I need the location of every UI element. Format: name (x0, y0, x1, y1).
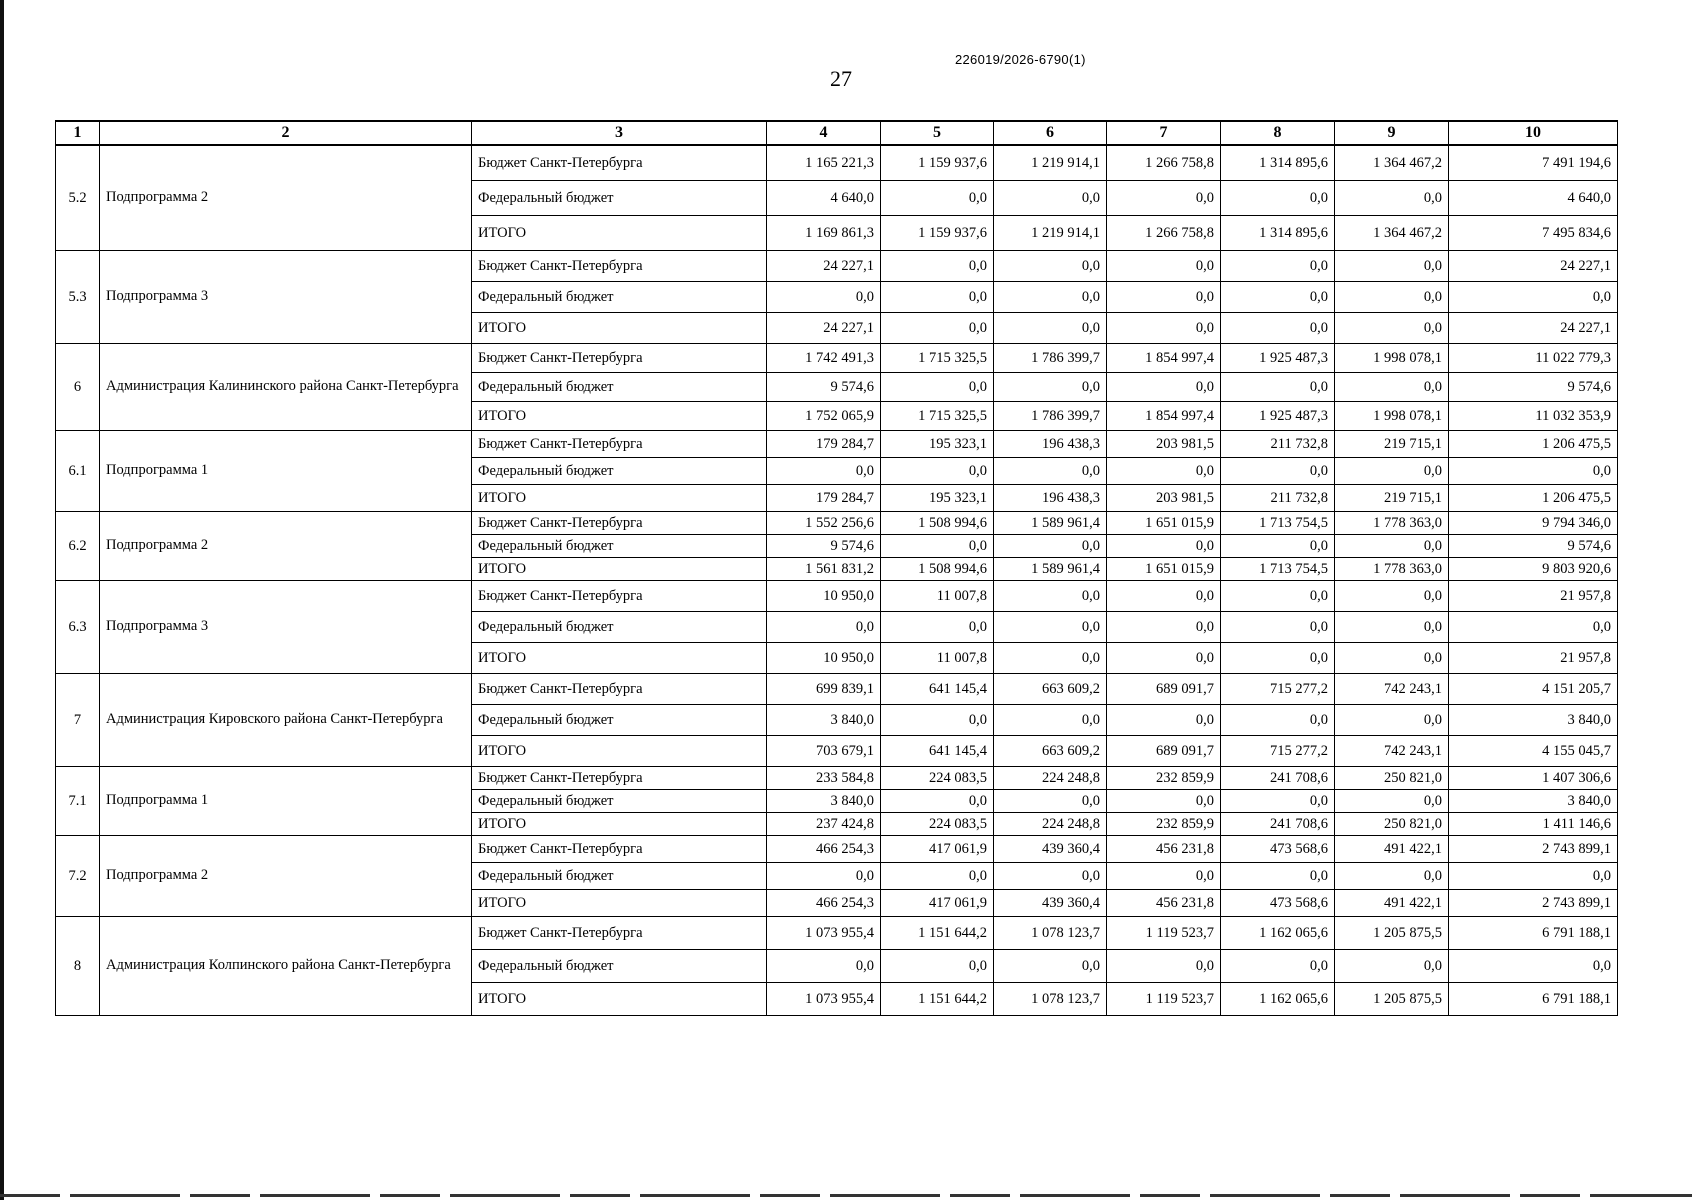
amount-cell: 0,0 (994, 705, 1107, 736)
amount-cell: 24 227,1 (1449, 313, 1618, 344)
amount-cell: 0,0 (767, 863, 881, 890)
amount-cell: 1 925 487,3 (1221, 344, 1335, 373)
amount-cell: 742 243,1 (1335, 674, 1449, 705)
amount-cell: 1 998 078,1 (1335, 402, 1449, 431)
amount-cell: 1 159 937,6 (881, 145, 994, 181)
amount-cell: 232 859,9 (1107, 813, 1221, 836)
item-name: Подпрограмма 3 (100, 581, 472, 674)
amount-cell: 9 574,6 (1449, 535, 1618, 558)
amount-cell: 0,0 (1107, 950, 1221, 983)
table-row (56, 836, 1618, 863)
table-row (56, 512, 1618, 535)
amount-cell: 0,0 (1107, 373, 1221, 402)
funding-source: ИТОГО (472, 736, 767, 767)
amount-cell: 1 589 961,4 (994, 558, 1107, 581)
amount-cell: 1 073 955,4 (767, 917, 881, 950)
column-header-row (56, 121, 1618, 145)
table-row (56, 581, 1618, 612)
table-row (56, 251, 1618, 282)
amount-cell: 9 794 346,0 (1449, 512, 1618, 535)
amount-cell: 439 360,4 (994, 890, 1107, 917)
funding-source: Бюджет Санкт-Петербурга (472, 251, 767, 282)
amount-cell: 241 708,6 (1221, 767, 1335, 790)
amount-cell: 1 159 937,6 (881, 216, 994, 251)
amount-cell: 9 574,6 (767, 535, 881, 558)
amount-cell: 466 254,3 (767, 836, 881, 863)
amount-cell: 1 151 644,2 (881, 983, 994, 1016)
amount-cell: 219 715,1 (1335, 431, 1449, 458)
funding-source: Федеральный бюджет (472, 950, 767, 983)
amount-cell: 0,0 (994, 863, 1107, 890)
column-header: 2 (100, 121, 472, 145)
amount-cell: 0,0 (1335, 790, 1449, 813)
amount-cell: 1 508 994,6 (881, 558, 994, 581)
amount-cell: 10 950,0 (767, 643, 881, 674)
amount-cell: 1 205 875,5 (1335, 917, 1449, 950)
amount-cell: 1 854 997,4 (1107, 344, 1221, 373)
amount-cell: 0,0 (1221, 581, 1335, 612)
amount-cell: 11 022 779,3 (1449, 344, 1618, 373)
amount-cell: 0,0 (1335, 581, 1449, 612)
table-row (56, 917, 1618, 950)
amount-cell: 11 007,8 (881, 643, 994, 674)
amount-cell: 1 364 467,2 (1335, 145, 1449, 181)
amount-cell: 0,0 (881, 790, 994, 813)
item-name: Администрация Кировского района Санкт-Петербурга (100, 674, 472, 767)
amount-cell: 0,0 (1221, 313, 1335, 344)
amount-cell: 9 803 920,6 (1449, 558, 1618, 581)
amount-cell: 1 219 914,1 (994, 216, 1107, 251)
amount-cell: 0,0 (1107, 643, 1221, 674)
amount-cell: 9 574,6 (767, 373, 881, 402)
amount-cell: 0,0 (1107, 863, 1221, 890)
amount-cell: 0,0 (1335, 373, 1449, 402)
amount-cell: 0,0 (1449, 282, 1618, 313)
funding-source: Бюджет Санкт-Петербурга (472, 512, 767, 535)
amount-cell: 196 438,3 (994, 485, 1107, 512)
amount-cell: 1 752 065,9 (767, 402, 881, 431)
amount-cell: 1 786 399,7 (994, 344, 1107, 373)
funding-source: ИТОГО (472, 313, 767, 344)
amount-cell: 6 791 188,1 (1449, 917, 1618, 950)
amount-cell: 0,0 (1335, 313, 1449, 344)
amount-cell: 0,0 (994, 581, 1107, 612)
amount-cell: 232 859,9 (1107, 767, 1221, 790)
amount-cell: 1 742 491,3 (767, 344, 881, 373)
amount-cell: 0,0 (994, 950, 1107, 983)
amount-cell: 491 422,1 (1335, 890, 1449, 917)
amount-cell: 0,0 (1335, 612, 1449, 643)
amount-cell: 1 314 895,6 (1221, 145, 1335, 181)
table-row (56, 145, 1618, 181)
amount-cell: 0,0 (1449, 950, 1618, 983)
amount-cell: 0,0 (1107, 458, 1221, 485)
amount-cell: 1 651 015,9 (1107, 512, 1221, 535)
amount-cell: 491 422,1 (1335, 836, 1449, 863)
item-code: 5.3 (56, 251, 100, 344)
document-id: 226019/2026-6790(1) (955, 52, 1086, 67)
amount-cell: 233 584,8 (767, 767, 881, 790)
amount-cell: 715 277,2 (1221, 736, 1335, 767)
amount-cell: 0,0 (881, 458, 994, 485)
funding-source: Бюджет Санкт-Петербурга (472, 145, 767, 181)
amount-cell: 4 151 205,7 (1449, 674, 1618, 705)
amount-cell: 1 165 221,3 (767, 145, 881, 181)
amount-cell: 439 360,4 (994, 836, 1107, 863)
amount-cell: 0,0 (881, 251, 994, 282)
funding-source: ИТОГО (472, 890, 767, 917)
item-code: 6.1 (56, 431, 100, 512)
amount-cell: 1 169 861,3 (767, 216, 881, 251)
amount-cell: 0,0 (1107, 535, 1221, 558)
amount-cell: 250 821,0 (1335, 767, 1449, 790)
funding-source: Бюджет Санкт-Петербурга (472, 836, 767, 863)
amount-cell: 21 957,8 (1449, 581, 1618, 612)
funding-source: ИТОГО (472, 485, 767, 512)
amount-cell: 1 411 146,6 (1449, 813, 1618, 836)
item-code: 6.2 (56, 512, 100, 581)
amount-cell: 0,0 (994, 373, 1107, 402)
amount-cell: 1 119 523,7 (1107, 917, 1221, 950)
amount-cell: 0,0 (1107, 612, 1221, 643)
item-name: Администрация Колпинского района Санкт-Петербурга (100, 917, 472, 1016)
amount-cell: 241 708,6 (1221, 813, 1335, 836)
funding-source: ИТОГО (472, 216, 767, 251)
column-header: 5 (881, 121, 994, 145)
amount-cell: 1 078 123,7 (994, 917, 1107, 950)
item-name: Подпрограмма 2 (100, 145, 472, 251)
amount-cell: 1 715 325,5 (881, 344, 994, 373)
amount-cell: 0,0 (1221, 282, 1335, 313)
amount-cell: 0,0 (994, 790, 1107, 813)
amount-cell: 0,0 (1107, 313, 1221, 344)
item-name: Администрация Калининского района Санкт-Петербурга (100, 344, 472, 431)
amount-cell: 0,0 (1221, 705, 1335, 736)
amount-cell: 203 981,5 (1107, 485, 1221, 512)
amount-cell: 196 438,3 (994, 431, 1107, 458)
item-code: 7.1 (56, 767, 100, 836)
amount-cell: 1 552 256,6 (767, 512, 881, 535)
funding-source: ИТОГО (472, 402, 767, 431)
amount-cell: 0,0 (1335, 863, 1449, 890)
amount-cell: 0,0 (881, 181, 994, 216)
amount-cell: 663 609,2 (994, 674, 1107, 705)
funding-source: Федеральный бюджет (472, 458, 767, 485)
amount-cell: 0,0 (1221, 251, 1335, 282)
amount-cell: 195 323,1 (881, 485, 994, 512)
amount-cell: 2 743 899,1 (1449, 836, 1618, 863)
amount-cell: 0,0 (1107, 282, 1221, 313)
amount-cell: 0,0 (1449, 458, 1618, 485)
amount-cell: 0,0 (881, 863, 994, 890)
column-header: 8 (1221, 121, 1335, 145)
amount-cell: 0,0 (1221, 373, 1335, 402)
amount-cell: 456 231,8 (1107, 836, 1221, 863)
amount-cell: 3 840,0 (767, 705, 881, 736)
amount-cell: 0,0 (1335, 282, 1449, 313)
amount-cell: 1 715 325,5 (881, 402, 994, 431)
item-code: 6 (56, 344, 100, 431)
amount-cell: 641 145,4 (881, 736, 994, 767)
amount-cell: 4 640,0 (767, 181, 881, 216)
amount-cell: 1 266 758,8 (1107, 145, 1221, 181)
funding-source: Федеральный бюджет (472, 282, 767, 313)
amount-cell: 1 206 475,5 (1449, 485, 1618, 512)
amount-cell: 1 508 994,6 (881, 512, 994, 535)
column-header: 6 (994, 121, 1107, 145)
item-name: Подпрограмма 3 (100, 251, 472, 344)
amount-cell: 456 231,8 (1107, 890, 1221, 917)
amount-cell: 3 840,0 (1449, 705, 1618, 736)
item-code: 6.3 (56, 581, 100, 674)
amount-cell: 0,0 (1335, 705, 1449, 736)
amount-cell: 473 568,6 (1221, 890, 1335, 917)
item-code: 7 (56, 674, 100, 767)
funding-source: Федеральный бюджет (472, 535, 767, 558)
amount-cell: 0,0 (881, 612, 994, 643)
amount-cell: 224 248,8 (994, 813, 1107, 836)
amount-cell: 1 778 363,0 (1335, 512, 1449, 535)
amount-cell: 7 495 834,6 (1449, 216, 1618, 251)
amount-cell: 0,0 (1221, 950, 1335, 983)
amount-cell: 0,0 (881, 313, 994, 344)
amount-cell: 0,0 (994, 282, 1107, 313)
amount-cell: 203 981,5 (1107, 431, 1221, 458)
amount-cell: 1 073 955,4 (767, 983, 881, 1016)
amount-cell: 473 568,6 (1221, 836, 1335, 863)
item-code: 8 (56, 917, 100, 1016)
amount-cell: 0,0 (994, 535, 1107, 558)
funding-source: Бюджет Санкт-Петербурга (472, 674, 767, 705)
budget-table (55, 120, 1618, 1016)
column-header: 7 (1107, 121, 1221, 145)
amount-cell: 1 925 487,3 (1221, 402, 1335, 431)
table-row (56, 674, 1618, 705)
amount-cell: 1 219 914,1 (994, 145, 1107, 181)
amount-cell: 1 162 065,6 (1221, 983, 1335, 1016)
amount-cell: 0,0 (1221, 863, 1335, 890)
column-header: 3 (472, 121, 767, 145)
amount-cell: 689 091,7 (1107, 674, 1221, 705)
amount-cell: 0,0 (1107, 181, 1221, 216)
column-header: 9 (1335, 121, 1449, 145)
amount-cell: 0,0 (1221, 535, 1335, 558)
amount-cell: 224 248,8 (994, 767, 1107, 790)
amount-cell: 24 227,1 (767, 313, 881, 344)
amount-cell: 0,0 (1335, 458, 1449, 485)
amount-cell: 0,0 (1221, 790, 1335, 813)
item-code: 7.2 (56, 836, 100, 917)
amount-cell: 237 424,8 (767, 813, 881, 836)
funding-source: Бюджет Санкт-Петербурга (472, 767, 767, 790)
funding-source: Федеральный бюджет (472, 790, 767, 813)
amount-cell: 0,0 (994, 643, 1107, 674)
amount-cell: 1 151 644,2 (881, 917, 994, 950)
funding-source: Федеральный бюджет (472, 181, 767, 216)
amount-cell: 2 743 899,1 (1449, 890, 1618, 917)
amount-cell: 1 786 399,7 (994, 402, 1107, 431)
amount-cell: 11 007,8 (881, 581, 994, 612)
funding-source: Бюджет Санкт-Петербурга (472, 917, 767, 950)
page-number: 27 (830, 66, 852, 91)
funding-source: Бюджет Санкт-Петербурга (472, 344, 767, 373)
amount-cell: 417 061,9 (881, 836, 994, 863)
amount-cell: 195 323,1 (881, 431, 994, 458)
amount-cell: 250 821,0 (1335, 813, 1449, 836)
amount-cell: 1 314 895,6 (1221, 216, 1335, 251)
table-body (56, 145, 1618, 1016)
amount-cell: 0,0 (1221, 458, 1335, 485)
amount-cell: 1 589 961,4 (994, 512, 1107, 535)
amount-cell: 0,0 (1221, 612, 1335, 643)
amount-cell: 0,0 (994, 313, 1107, 344)
amount-cell: 179 284,7 (767, 485, 881, 512)
amount-cell: 0,0 (1107, 251, 1221, 282)
amount-cell: 3 840,0 (767, 790, 881, 813)
amount-cell: 0,0 (1449, 863, 1618, 890)
amount-cell: 0,0 (881, 950, 994, 983)
table-row (56, 431, 1618, 458)
amount-cell: 742 243,1 (1335, 736, 1449, 767)
item-name: Подпрограмма 2 (100, 512, 472, 581)
item-name: Подпрограмма 2 (100, 836, 472, 917)
amount-cell: 211 732,8 (1221, 485, 1335, 512)
amount-cell: 0,0 (1335, 643, 1449, 674)
item-code: 5.2 (56, 145, 100, 251)
amount-cell: 4 640,0 (1449, 181, 1618, 216)
amount-cell: 1 205 875,5 (1335, 983, 1449, 1016)
funding-source: ИТОГО (472, 643, 767, 674)
amount-cell: 1 854 997,4 (1107, 402, 1221, 431)
amount-cell: 11 032 353,9 (1449, 402, 1618, 431)
amount-cell: 0,0 (1449, 612, 1618, 643)
amount-cell: 715 277,2 (1221, 674, 1335, 705)
amount-cell: 417 061,9 (881, 890, 994, 917)
amount-cell: 1 713 754,5 (1221, 512, 1335, 535)
amount-cell: 224 083,5 (881, 767, 994, 790)
amount-cell: 224 083,5 (881, 813, 994, 836)
amount-cell: 3 840,0 (1449, 790, 1618, 813)
funding-source: ИТОГО (472, 558, 767, 581)
amount-cell: 641 145,4 (881, 674, 994, 705)
item-name: Подпрограмма 1 (100, 431, 472, 512)
funding-source: Федеральный бюджет (472, 373, 767, 402)
funding-source: Бюджет Санкт-Петербурга (472, 431, 767, 458)
amount-cell: 0,0 (881, 705, 994, 736)
amount-cell: 466 254,3 (767, 890, 881, 917)
amount-cell: 0,0 (994, 612, 1107, 643)
amount-cell: 0,0 (994, 458, 1107, 485)
table-row (56, 767, 1618, 790)
amount-cell: 0,0 (1221, 181, 1335, 216)
amount-cell: 24 227,1 (1449, 251, 1618, 282)
amount-cell: 1 778 363,0 (1335, 558, 1449, 581)
amount-cell: 0,0 (881, 373, 994, 402)
amount-cell: 0,0 (1107, 790, 1221, 813)
scan-bottom-artifact (0, 1194, 1692, 1197)
amount-cell: 0,0 (1107, 705, 1221, 736)
column-header: 10 (1449, 121, 1618, 145)
amount-cell: 1 561 831,2 (767, 558, 881, 581)
amount-cell: 1 119 523,7 (1107, 983, 1221, 1016)
amount-cell: 1 651 015,9 (1107, 558, 1221, 581)
amount-cell: 4 155 045,7 (1449, 736, 1618, 767)
amount-cell: 1 078 123,7 (994, 983, 1107, 1016)
funding-source: Федеральный бюджет (472, 705, 767, 736)
amount-cell: 0,0 (1335, 950, 1449, 983)
amount-cell: 1 206 475,5 (1449, 431, 1618, 458)
amount-cell: 663 609,2 (994, 736, 1107, 767)
amount-cell: 0,0 (881, 535, 994, 558)
amount-cell: 0,0 (767, 950, 881, 983)
funding-source: ИТОГО (472, 813, 767, 836)
amount-cell: 211 732,8 (1221, 431, 1335, 458)
amount-cell: 1 266 758,8 (1107, 216, 1221, 251)
amount-cell: 1 713 754,5 (1221, 558, 1335, 581)
scan-left-edge (0, 0, 4, 1200)
amount-cell: 10 950,0 (767, 581, 881, 612)
amount-cell: 0,0 (994, 181, 1107, 216)
amount-cell: 6 791 188,1 (1449, 983, 1618, 1016)
amount-cell: 219 715,1 (1335, 485, 1449, 512)
amount-cell: 0,0 (1107, 581, 1221, 612)
funding-source: ИТОГО (472, 983, 767, 1016)
item-name: Подпрограмма 1 (100, 767, 472, 836)
amount-cell: 179 284,7 (767, 431, 881, 458)
amount-cell: 1 407 306,6 (1449, 767, 1618, 790)
amount-cell: 24 227,1 (767, 251, 881, 282)
amount-cell: 1 162 065,6 (1221, 917, 1335, 950)
amount-cell: 703 679,1 (767, 736, 881, 767)
amount-cell: 0,0 (767, 458, 881, 485)
amount-cell: 7 491 194,6 (1449, 145, 1618, 181)
amount-cell: 0,0 (881, 282, 994, 313)
amount-cell: 0,0 (1335, 251, 1449, 282)
column-header: 1 (56, 121, 100, 145)
funding-source: Федеральный бюджет (472, 612, 767, 643)
amount-cell: 699 839,1 (767, 674, 881, 705)
table-row (56, 344, 1618, 373)
amount-cell: 0,0 (1335, 535, 1449, 558)
amount-cell: 9 574,6 (1449, 373, 1618, 402)
funding-source: Бюджет Санкт-Петербурга (472, 581, 767, 612)
amount-cell: 1 998 078,1 (1335, 344, 1449, 373)
amount-cell: 0,0 (1335, 181, 1449, 216)
amount-cell: 0,0 (767, 612, 881, 643)
amount-cell: 0,0 (767, 282, 881, 313)
amount-cell: 689 091,7 (1107, 736, 1221, 767)
column-header: 4 (767, 121, 881, 145)
funding-source: Федеральный бюджет (472, 863, 767, 890)
amount-cell: 0,0 (1221, 643, 1335, 674)
amount-cell: 21 957,8 (1449, 643, 1618, 674)
amount-cell: 1 364 467,2 (1335, 216, 1449, 251)
amount-cell: 0,0 (994, 251, 1107, 282)
